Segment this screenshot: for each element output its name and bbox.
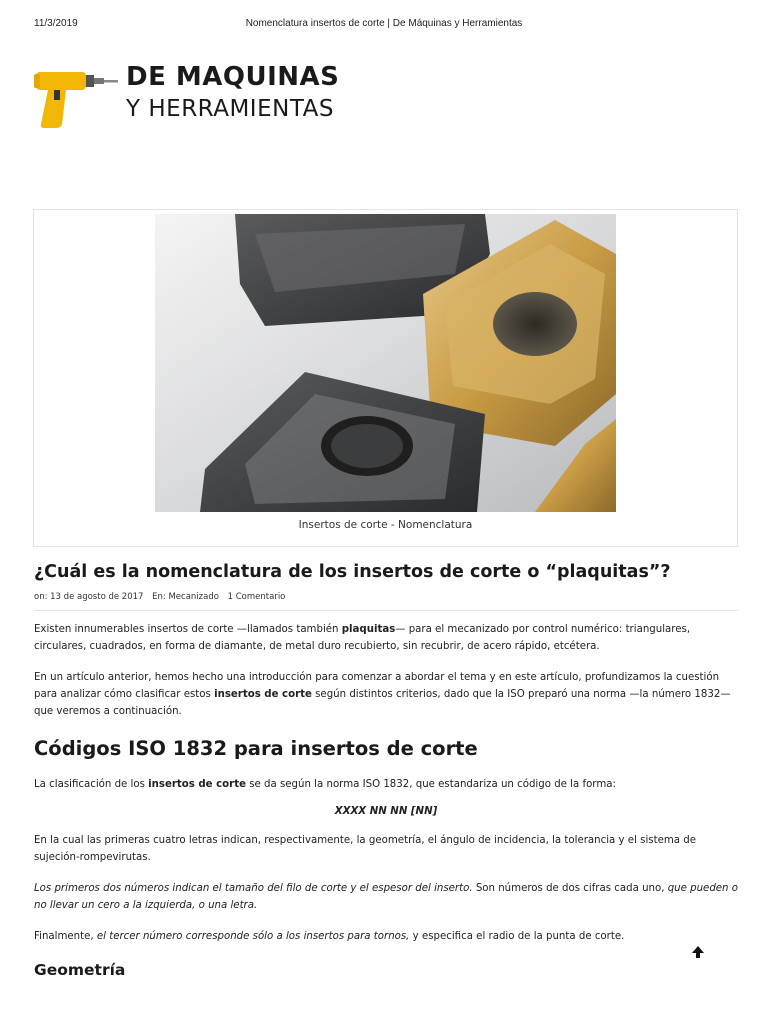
text-run: se da según la norma ISO 1832, que estandariza un código de la forma: — [245, 779, 616, 790]
article-body — [34, 560, 738, 979]
paragraph-intro — [34, 621, 738, 655]
scroll-to-top-icon[interactable] — [690, 944, 706, 960]
cutting-inserts-photo — [155, 214, 616, 512]
text-run: — para el mecanizado por control numérico: triangulares, circulares, cuadrados, en forma de diamante, de metal duro recubierto, sin recubrir, de acero rápido, etcétera. — [34, 624, 691, 652]
figure-caption: Insertos de corte - Nomenclatura — [298, 519, 473, 531]
paragraph-third-number — [34, 928, 738, 945]
text-run: La clasificación de los — [34, 779, 149, 790]
text-run: Existen innumerables insertos de corte —llamados también — [34, 624, 342, 635]
post-category-link[interactable]: En: Mecanizado — [152, 592, 219, 602]
italic-text: Los primeros dos números indican el tamaño del filo de corte y el espesor del inserto. — [34, 883, 473, 894]
section-heading-iso: Códigos ISO 1832 para insertos de corte — [34, 737, 478, 760]
italic-text: el tercer número corresponde sólo a los insertos para tornos, — [96, 931, 410, 942]
bold-text: plaquitas — [341, 624, 396, 635]
post-meta — [34, 592, 738, 611]
featured-image-figure — [33, 209, 738, 547]
post-title: ¿Cuál es la nomenclatura de los insertos de corte o “plaquitas”? — [34, 562, 671, 582]
bold-text: insertos de corte — [148, 779, 246, 790]
site-logo[interactable] — [34, 62, 340, 134]
text-run: y especifica el radio de la punta de corte. — [409, 931, 625, 942]
iso-code-format: XXXX NN NN [NN] — [334, 806, 438, 817]
text-run: En un artículo anterior, hemos hecho una introducción para comenzar a abordar el tema y en este artículo, profundizamos la cuestión para analizar cómo clasificar estos — [34, 672, 720, 700]
print-header — [0, 0, 768, 40]
paragraph-context — [34, 669, 738, 720]
drill-icon — [34, 66, 122, 132]
post-comments-link[interactable]: 1 Comentario — [227, 592, 286, 602]
text-run: Finalmente, — [34, 931, 97, 942]
post-date: on: 13 de agosto de 2017 — [34, 592, 144, 602]
paragraph-classification — [34, 776, 738, 793]
text-run: según distintos criterios, dado que la ISO preparó una norma —la número 1832— que veremos a continuación. — [34, 689, 731, 717]
text-run: Son números de dos cifras cada uno, — [472, 883, 668, 894]
italic-text: que pueden o no llevar un cero a la izquierda, o una letra. — [34, 883, 738, 911]
logo-text-line2: Y HERRAMIENTAS — [126, 96, 334, 122]
paragraph-numbers — [34, 880, 738, 914]
logo-text-line1: DE MAQUINAS — [126, 62, 340, 92]
subheading-geometria: Geometría — [34, 961, 126, 979]
paragraph-letters: En la cual las primeras cuatro letras indican, respectivamente, la geometría, el ángulo de incidencia, la tolerancia y el sistema de sujeción-rompevirutas. — [34, 835, 696, 863]
print-page-title: Nomenclatura insertos de corte | De Máquinas y Herramientas — [245, 18, 523, 29]
print-date: 11/3/2019 — [34, 18, 78, 29]
bold-text: insertos de corte — [214, 689, 312, 700]
